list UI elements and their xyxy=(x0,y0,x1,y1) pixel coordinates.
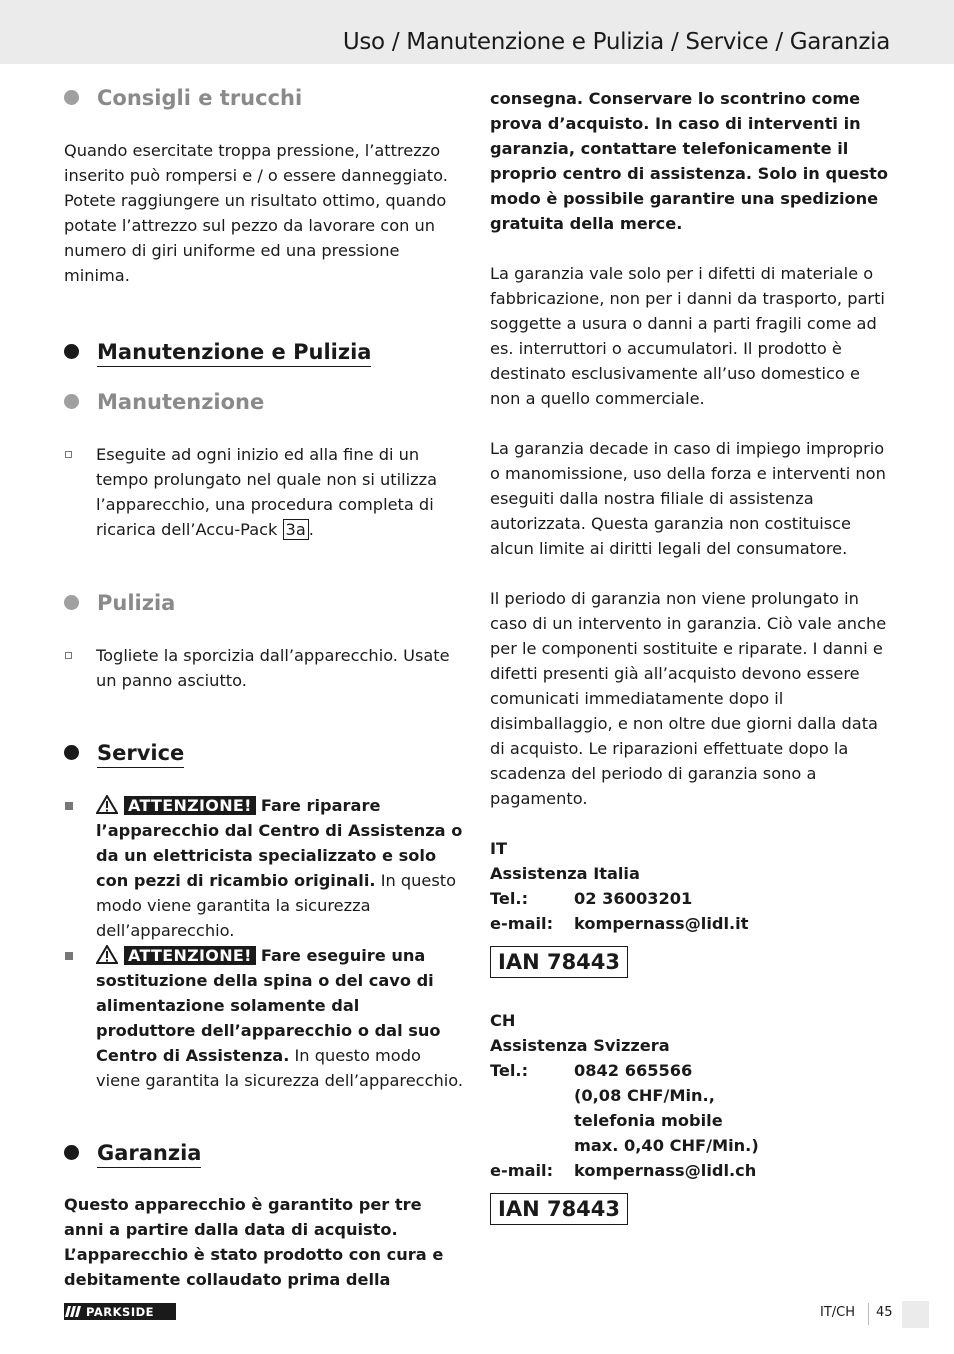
checkbox-square-icon xyxy=(65,652,72,659)
email-address: kompernass@lidl.ch xyxy=(574,1161,757,1180)
bullet-dot-icon xyxy=(64,344,79,359)
header-bar xyxy=(0,0,954,64)
clean-heading: Pulizia xyxy=(64,589,464,617)
page-number: 45 xyxy=(876,1305,893,1320)
bullet-dot-icon xyxy=(64,1145,79,1160)
phone-number: 0842 665566 xyxy=(574,1061,693,1080)
bullet-square-icon xyxy=(65,802,73,810)
right-column xyxy=(490,86,890,1225)
tips-text: Quando esercitate troppa pressione, l’attrezzo inserito può rompersi e / o essere danneggiato. Potete raggiungere un risultato ottimo, quando potate l’attrezzo sul pezzo da lavorare con un numero di giri uniforme ed una pressione minima. xyxy=(64,141,448,285)
ian-badge: IAN 78443 xyxy=(490,946,628,978)
logo-stripes-icon xyxy=(64,1303,82,1320)
footer-country: IT/CH xyxy=(820,1305,856,1320)
bullet-dot-icon xyxy=(64,394,79,409)
maint-heading: Manutenzione xyxy=(64,388,464,416)
list-item: Eseguite ad ogni inizio ed alla fine di un tempo prolungato nel quale non si utilizza l’apparecchio, una procedura completa di ricarica dell’Accu-Pack 3a . xyxy=(64,442,464,542)
list-item: ATTENZIONE! Fare eseguire una sostituzione della spina o del cavo di alimentazione solamente dal produttore dell’apparecchio o dal suo Centro di Assistenza. In questo modo viene garantita la sicurezza dell’apparecchio. xyxy=(64,943,464,1093)
warning-badge: ATTENZIONE! xyxy=(124,946,256,965)
bullet-dot-icon xyxy=(64,745,79,760)
ref-label: 3a xyxy=(283,519,309,540)
phone-number: 02 36003201 xyxy=(574,889,693,908)
warranty-para-2: La garanzia decade in caso di impiego improprio o manomissione, uso della forza e interventi non eseguiti dalla nostra filiale di assistenza autorizzata. Questa garanzia non costituisce alcun limite ai diritti legali del consumatore. xyxy=(490,439,886,558)
warranty-heading: Garanzia xyxy=(64,1139,464,1167)
page-title: Uso / Manutenzione e Pulizia / Service / Garanzia xyxy=(342,29,890,55)
warranty-para-3: Il periodo di garanzia non viene prolungato in caso di un intervento in garanzia. Ciò vale anche per le componenti sostituite e riparate. I danni e difetti presenti già all’acquisto devono essere comunicati immediatamente dopo il disimballaggio, e non oltre due giorni dalla data di acquisto. Le riparazioni effettuate dopo la scadenza del periodo di garanzia sono a pagamento. xyxy=(490,589,887,808)
warning-badge: ATTENZIONE! xyxy=(124,796,256,815)
checkbox-square-icon xyxy=(65,451,72,458)
contact-it: IT Assistenza Italia Tel.: 02 36003201 e-mail: kompernass@lidl.it IAN 78443 xyxy=(490,836,890,978)
warning-triangle-icon xyxy=(96,795,118,814)
bullet-dot-icon xyxy=(64,90,79,105)
left-column xyxy=(64,84,464,1292)
maint-clean-heading: Manutenzione e Pulizia xyxy=(64,338,464,366)
service-heading: Service xyxy=(64,739,464,767)
parkside-logo: PARKSIDE xyxy=(64,1303,176,1320)
list-item: ATTENZIONE! Fare riparare l’apparecchio dal Centro di Assistenza o da un elettricista specializzato e solo con pezzi di ricambio originali. In questo modo viene garantita la sicurezza dell’apparecchio. xyxy=(64,793,464,943)
bullet-dot-icon xyxy=(64,595,79,610)
ian-badge: IAN 78443 xyxy=(490,1193,628,1225)
warning-triangle-icon xyxy=(96,945,118,964)
list-item: Togliete la sporcizia dall’apparecchio. Usate un panno asciutto. xyxy=(64,643,464,693)
footer-divider xyxy=(868,1303,869,1325)
footer-tab xyxy=(902,1301,929,1328)
warranty-para-1: La garanzia vale solo per i difetti di materiale o fabbricazione, non per i danni da trasporto, parti soggette a usura o danni a parti fragili come ad es. interruttori o accumulatori. Il prodotto è destinato esclusivamente all’uso domestico e non a quello commerciale. xyxy=(490,264,885,408)
email-address: kompernass@lidl.it xyxy=(574,914,749,933)
tips-heading: Consigli e trucchi xyxy=(64,84,464,112)
warranty-text-cont: consegna. Conservare lo scontrino come prova d’acquisto. In caso di interventi in garanzia, contattare telefonicamente il proprio centro di assistenza. Solo in questo modo è possibile garantire una spedizione gratuita della merce. xyxy=(490,89,889,233)
warranty-text-start: Questo apparecchio è garantito per tre anni a partire dalla data di acquisto. L’apparecchio è stato prodotto con cura e debitamente collaudato prima della xyxy=(64,1195,444,1289)
bullet-square-icon xyxy=(65,952,73,960)
contact-ch: CH Assistenza Svizzera Tel.: 0842 665566 (0,08 CHF/Min., telefonia mobile max. 0,40 CHF/Min.) e-mail: kompernass@lidl.ch IAN 78443 xyxy=(490,1008,890,1225)
